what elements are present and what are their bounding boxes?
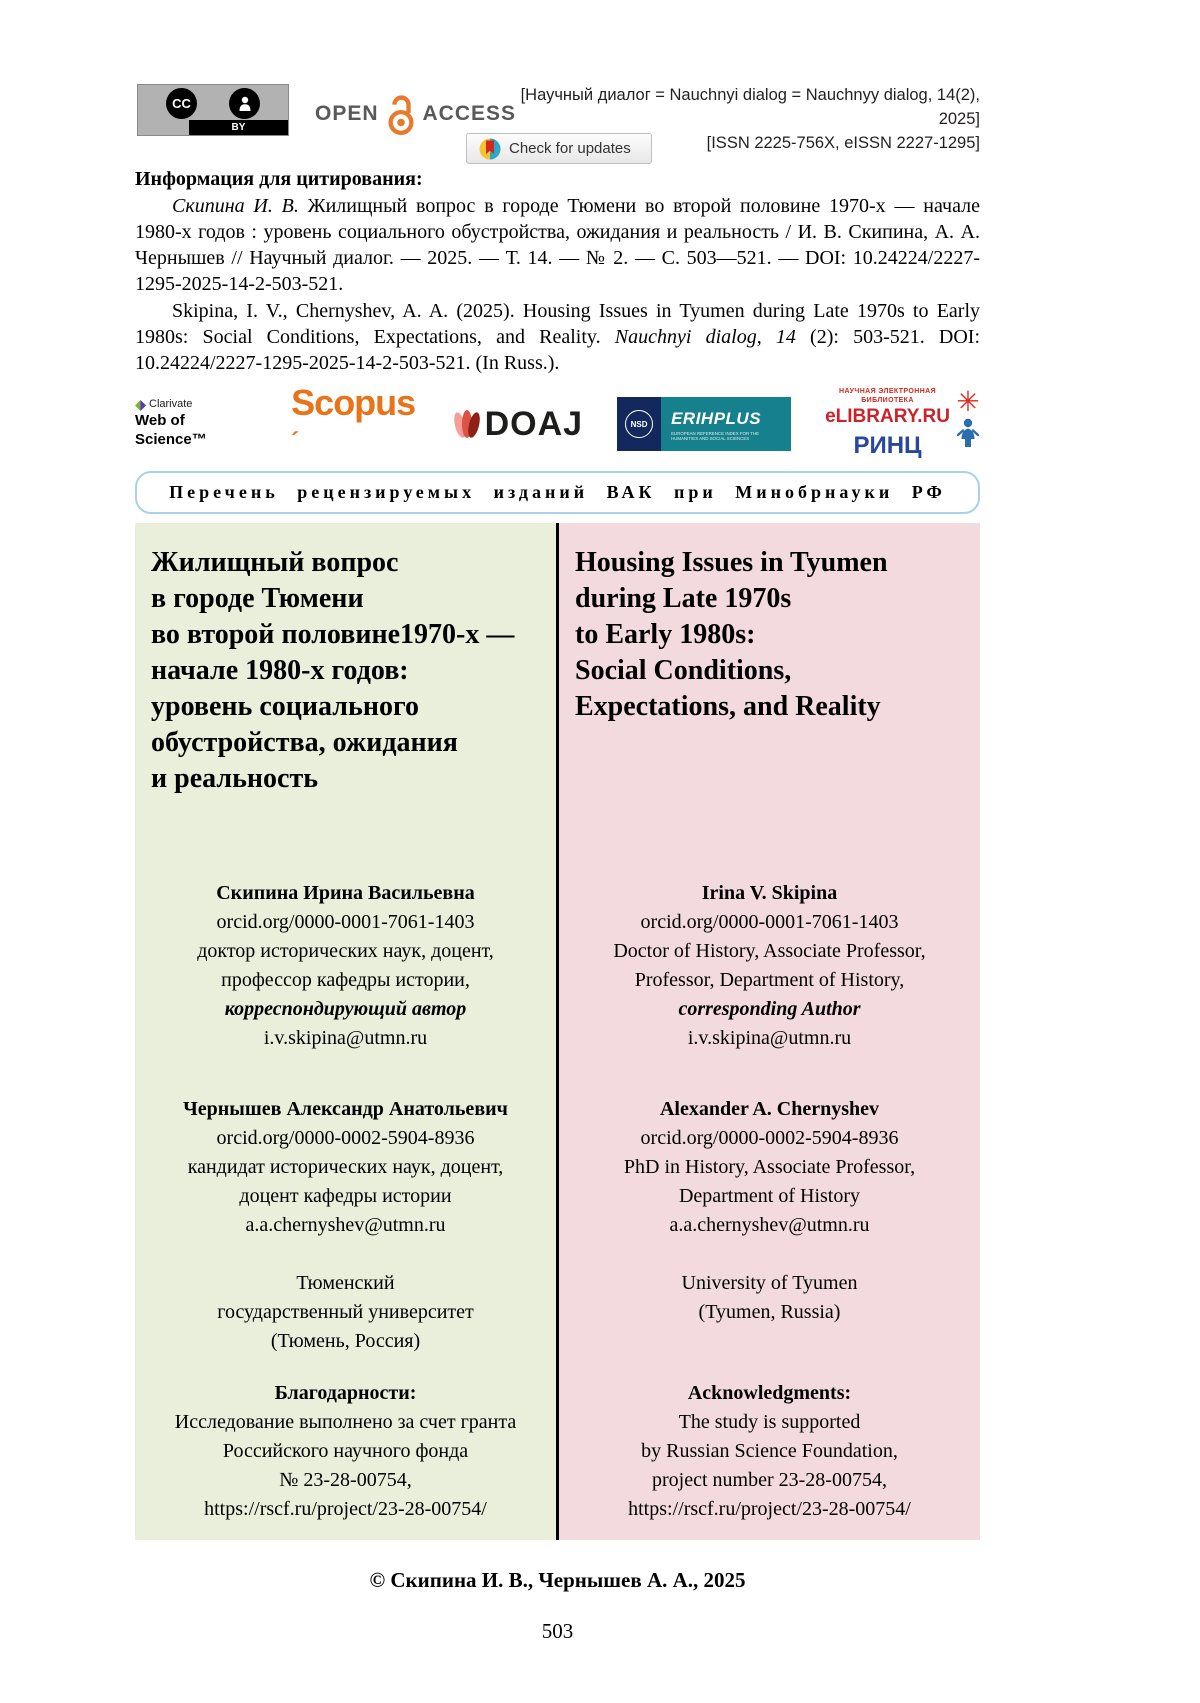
main-content	[135, 166, 980, 1644]
cc-by-label: BY	[189, 120, 288, 135]
russian-column	[135, 523, 556, 1540]
acknowledgments-russian	[135, 1379, 556, 1524]
web-of-science-label: Web of Science™	[135, 412, 207, 448]
elibrary-icons	[956, 384, 980, 448]
author-name: Alexander A. Chernyshev	[659, 1098, 880, 1120]
author-position: доцент кафедры истории	[239, 1185, 452, 1207]
author-name: Скипина Ирина Васильевна	[216, 882, 475, 904]
author-block-english-1	[559, 879, 980, 1053]
article-title-english: Housing Issues in Tyumen during Late 1970s to Early 1980s: Social Conditions, Expectations, and Reality	[575, 547, 888, 722]
clarivate-brand	[135, 398, 257, 412]
citation-english-journal: Nauchnyi dialog, 14	[614, 326, 796, 348]
journal-issn-line: [ISSN 2225-756X, eISSN 2227-1295]	[706, 133, 980, 152]
erih-plus-label: ERIHPLUS	[671, 409, 762, 428]
elibrary-caption: НАУЧНАЯ ЭЛЕКТРОННАЯ БИБЛИОТЕКА	[839, 387, 937, 404]
author-block-russian-2	[135, 1095, 556, 1240]
acknowledgments-text: Исследование выполнено за счет гранта Российского научного фонда № 23-28-00754, https://rscf.ru/project/23-28-00754/	[174, 1411, 517, 1520]
scopus-logo	[291, 382, 418, 466]
cc-icon	[166, 88, 197, 119]
doaj-label: DOAJ	[484, 404, 584, 443]
author-degree: кандидат исторических наук, доцент,	[187, 1156, 504, 1178]
crossmark-icon	[479, 138, 501, 160]
author-email: i.v.skipina@utmn.ru	[263, 1027, 428, 1049]
erih-plus-subtitle: EUROPEAN REFERENCE INDEX FOR THE HUMANITIES AND SOCIAL SCIENCES	[671, 431, 760, 441]
english-column	[559, 523, 980, 1540]
author-degree: доктор исторических наук, доцент,	[197, 940, 494, 962]
open-lock-icon	[385, 92, 417, 136]
title-author-columns	[135, 523, 980, 1540]
author-role: corresponding Author	[678, 998, 861, 1020]
author-block-russian-1	[135, 879, 556, 1053]
author-email: a.a.chernyshev@utmn.ru	[669, 1214, 870, 1236]
citation-english-text-2: (2): 503-521. DOI: 10.24224/2227-1295-2025-14-2-503-521. (In Russ.).	[135, 326, 981, 374]
affiliation-russian: Тюменский государственный университет (Тюмень, Россия)	[217, 1272, 474, 1352]
author-orcid: orcid.org/0000-0002-5904-8936	[216, 1127, 475, 1149]
web-of-science-logo	[135, 398, 257, 449]
cc-icon-label: CC	[172, 96, 191, 111]
page-number: 503	[541, 1619, 574, 1643]
citation-english-text-1: Skipina, I. V., Chernyshev, A. A. (2025). Housing Issues in Tyumen during Late 1970s to Early 1980s: Social Conditions, Expectations, and Reality.	[135, 300, 980, 348]
author-position: профессор кафедры истории,	[221, 969, 470, 991]
author-name: Чернышев Александр Анатольевич	[183, 1098, 508, 1120]
citation-english	[135, 298, 980, 376]
elibrary-rinc-logo	[825, 384, 980, 461]
author-orcid: orcid.org/0000-0001-7061-1403	[640, 911, 899, 933]
erih-plus-logo	[617, 397, 791, 451]
acknowledgments-heading: Благодарности:	[274, 1382, 417, 1404]
open-access-open-label: OPEN	[315, 102, 379, 125]
elibrary-flower-icon: ✳	[956, 384, 980, 418]
open-access-access-label: ACCESS	[422, 102, 517, 125]
citation-russian-text: Жилищный вопрос в городе Тюмени во второй половине 1970-х — начале 1980-х годов : уровень социального обустройства, ожидания и реальность / И. В. Скипина, А. А. Чернышев // Научный диалог. — 2025. — Т. 14. — № 2. — С. 503—521. — DOI: 10.24224/2227-1295-2025-14-2-503-521.	[135, 195, 980, 295]
elibrary-label: eLIBRARY.RU	[825, 406, 950, 428]
nsd-label: NSD	[625, 410, 653, 438]
doaj-logo	[453, 405, 583, 444]
check-for-updates-button[interactable]	[466, 133, 652, 164]
clarivate-icon	[135, 400, 146, 411]
author-orcid: orcid.org/0000-0001-7061-1403	[216, 911, 475, 933]
acknowledgments-heading: Acknowledgments:	[687, 1382, 852, 1404]
author-position: Department of History	[678, 1185, 861, 1207]
open-access-logo	[315, 92, 516, 136]
cc-by-license-badge	[137, 84, 289, 136]
author-name: Irina V. Skipina	[701, 882, 838, 904]
citation-russian	[135, 193, 980, 297]
rinc-person-icon	[956, 418, 980, 448]
doaj-petals-icon	[453, 407, 481, 441]
author-degree: Doctor of History, Associate Professor,	[613, 940, 926, 962]
author-role: корреспондирующий автор	[224, 998, 467, 1020]
erih-plus-main	[661, 397, 791, 451]
clarivate-label: Clarivate	[149, 398, 193, 411]
author-email: a.a.chernyshev@utmn.ru	[245, 1214, 446, 1236]
attribution-person-icon	[229, 88, 260, 119]
citation-russian-authors: Скипина И. В.	[172, 195, 299, 217]
author-degree: PhD in History, Associate Professor,	[623, 1156, 916, 1178]
author-position: Professor, Department of History,	[634, 969, 905, 991]
acknowledgments-text: The study is supported by Russian Science Foundation, project number 23-28-00754, https://rscf.ru/project/23-28-00754/	[628, 1411, 911, 1520]
elibrary-text-block	[825, 388, 950, 461]
affiliation-english: University of Tyumen (Tyumen, Russia)	[681, 1272, 858, 1323]
vak-banner: Перечень рецензируемых изданий ВАК при Минобрнауки РФ	[135, 471, 980, 514]
acknowledgments-english	[559, 1379, 980, 1524]
cc-badge-circles	[138, 88, 288, 119]
journal-title-line: [Научный диалог = Nauchnyi dialog = Nauchnyy dialog, 14(2), 2025]	[520, 86, 980, 128]
check-for-updates-label: Check for updates	[509, 140, 631, 157]
citation-heading: Информация для цитирования:	[135, 168, 423, 190]
author-email: i.v.skipina@utmn.ru	[687, 1027, 852, 1049]
copyright-line: © Скипина И. В., Чернышев А. А., 2025	[369, 1568, 746, 1592]
article-title-russian: Жилищный вопрос в городе Тюмени во второй половине1970-х — начале 1980-х годов: уровень социального обустройства, ожидания и реальность	[151, 547, 515, 794]
rinc-label: РИНЦ	[853, 432, 922, 460]
nsd-badge	[617, 397, 661, 451]
author-orcid: orcid.org/0000-0002-5904-8936	[640, 1127, 899, 1149]
author-block-english-2	[559, 1095, 980, 1240]
indexing-logos-row	[135, 382, 980, 460]
scopus-label: Scopus	[291, 382, 416, 423]
scopus-mark: ´	[291, 428, 299, 455]
